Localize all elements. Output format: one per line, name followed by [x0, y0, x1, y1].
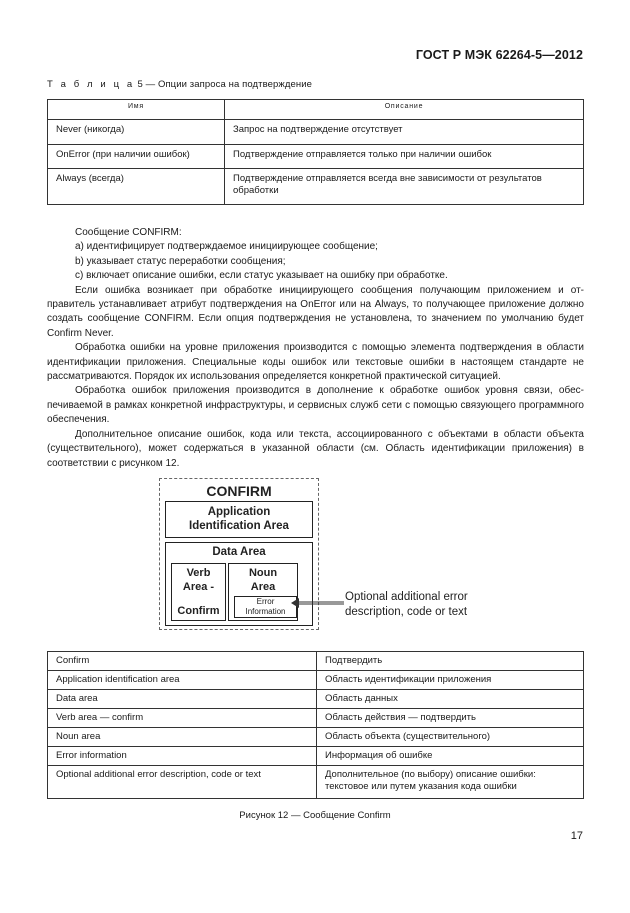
- list-item: b) указывает статус переработки сообщения;: [75, 255, 286, 267]
- noun-area-line-2: Area: [250, 581, 276, 593]
- column-header-description: Описание: [225, 100, 584, 120]
- verb-area-line-3: Confirm: [177, 605, 220, 617]
- legend-translation: Область действия — подтвердить: [317, 709, 584, 728]
- table-header-row: [48, 100, 584, 120]
- legend-row: [48, 709, 584, 728]
- legend-translation: Область объекта (существительного): [317, 728, 584, 747]
- app-area-line-2: Identification Area: [189, 520, 289, 532]
- option-description: Запрос на подтверждение отсутствует: [225, 120, 584, 145]
- option-name: OnError (при наличии ошибок): [48, 145, 225, 169]
- paragraph: Сообщение CONFIRM:: [75, 227, 182, 238]
- annotation-line-2: description, code or text: [345, 606, 468, 618]
- legend-translation: Информация об ошибке: [317, 747, 584, 766]
- table-row: [48, 120, 584, 145]
- legend-term: Optional additional error description, code or text: [48, 766, 317, 799]
- figure-legend-table: [47, 651, 584, 799]
- legend-row: [48, 652, 584, 671]
- application-identification-area-box: [165, 501, 313, 538]
- legend-translation: Подтвердить: [317, 652, 584, 671]
- option-description: Подтверждение отправляется только при наличии ошибок: [225, 145, 584, 169]
- legend-translation: Дополнительное (по выбору) описание ошибки: текстовое или путем указания кода ошибки: [317, 766, 584, 799]
- error-info-line-1: Error: [256, 597, 275, 606]
- verb-area-line-2: Area -: [182, 581, 215, 593]
- annotation-line-1: Optional additional error: [345, 591, 468, 603]
- data-area-label: Data Area: [212, 546, 266, 558]
- legend-term: Verb area — confirm: [48, 709, 317, 728]
- table-5-caption: [47, 79, 312, 90]
- legend-row: [48, 728, 584, 747]
- column-header-name: Имя: [48, 100, 225, 120]
- legend-row: [48, 671, 584, 690]
- confirm-label: CONFIRM: [206, 483, 272, 499]
- error-info-line-2: Information: [245, 607, 286, 616]
- figure-annotation: [345, 590, 468, 620]
- figure-caption: Рисунок 12 — Сообщение Confirm: [239, 810, 391, 821]
- legend-row: [48, 766, 584, 799]
- paragraph: Дополнительное описание ошибок, кода или текста, ассоциированного с объектами в области объекта (существительного), может содержаться в указанной области (см. Область идентификации приложения) в соответствии с рисунком 12.: [47, 428, 584, 469]
- table-row: [48, 169, 584, 205]
- paragraph: Обработка ошибок приложения производится в дополнение к обработке ошибок уровня связи, обеспечиваемой в рамках конкретной инфраструктуры, и сервисных служб сети с помощью связующего программного обеспечения.: [47, 385, 584, 426]
- list-item: с) включает описание ошибки, если статус указывает на ошибку при обработке.: [75, 270, 448, 282]
- legend-term: Confirm: [48, 652, 317, 671]
- list-item: а) идентифицирует подтверждаемое инициирующее сообщение;: [75, 241, 378, 253]
- paragraph: Обработка ошибки на уровне приложения производится с помощью элемента подтверждения в области идентификации приложения. Специальные коды ошибок или текстовые ошибки в настоящем стандарте не рассматриваются. Порядок их использования определяется конкретной практической ситуацией.: [47, 342, 584, 383]
- legend-term: Error information: [48, 747, 317, 766]
- confirm-options-table: [47, 99, 584, 205]
- paragraph: Если ошибка возникает при обработке инициирующего сообщения получающим приложением и отправитель устанавливает атрибут подтверждения на OnError или на Always, то получающее приложение должно создать сообщение CONFIRM. Если опция подтверждения не установлена, то значением по умолчанию будет Confirm Never.: [47, 284, 584, 339]
- legend-row: [48, 690, 584, 709]
- legend-translation: Область данных: [317, 690, 584, 709]
- error-information-box: [234, 596, 297, 618]
- legend-term: Noun area: [48, 728, 317, 747]
- verb-area-line-1: Verb: [186, 567, 211, 579]
- data-area-box: [165, 542, 313, 626]
- legend-row: [48, 747, 584, 766]
- page-number: 17: [570, 830, 583, 842]
- option-name: Never (никогда): [48, 120, 225, 145]
- table-title: 5 — Опции запроса на подтверждение: [134, 79, 313, 90]
- legend-term: Data area: [48, 690, 317, 709]
- standard-designation: ГОСТ Р МЭК 62264-5—2012: [415, 48, 583, 62]
- legend-term: Application identification area: [48, 671, 317, 690]
- option-name: Always (всегда): [48, 169, 225, 205]
- body-text: [47, 226, 584, 471]
- table-row: [48, 145, 584, 169]
- noun-area-box: [228, 563, 298, 621]
- app-area-line-1: Application: [207, 506, 271, 518]
- option-description: Подтверждение отправляется всегда вне зависимости от результатов обработки: [225, 169, 584, 205]
- legend-translation: Область идентификации приложения: [317, 671, 584, 690]
- table-word: Т а б л и ц а: [47, 79, 135, 90]
- verb-area-box: [171, 563, 226, 621]
- noun-area-line-1: Noun: [248, 567, 278, 579]
- pointer-arrow-icon: [290, 596, 346, 608]
